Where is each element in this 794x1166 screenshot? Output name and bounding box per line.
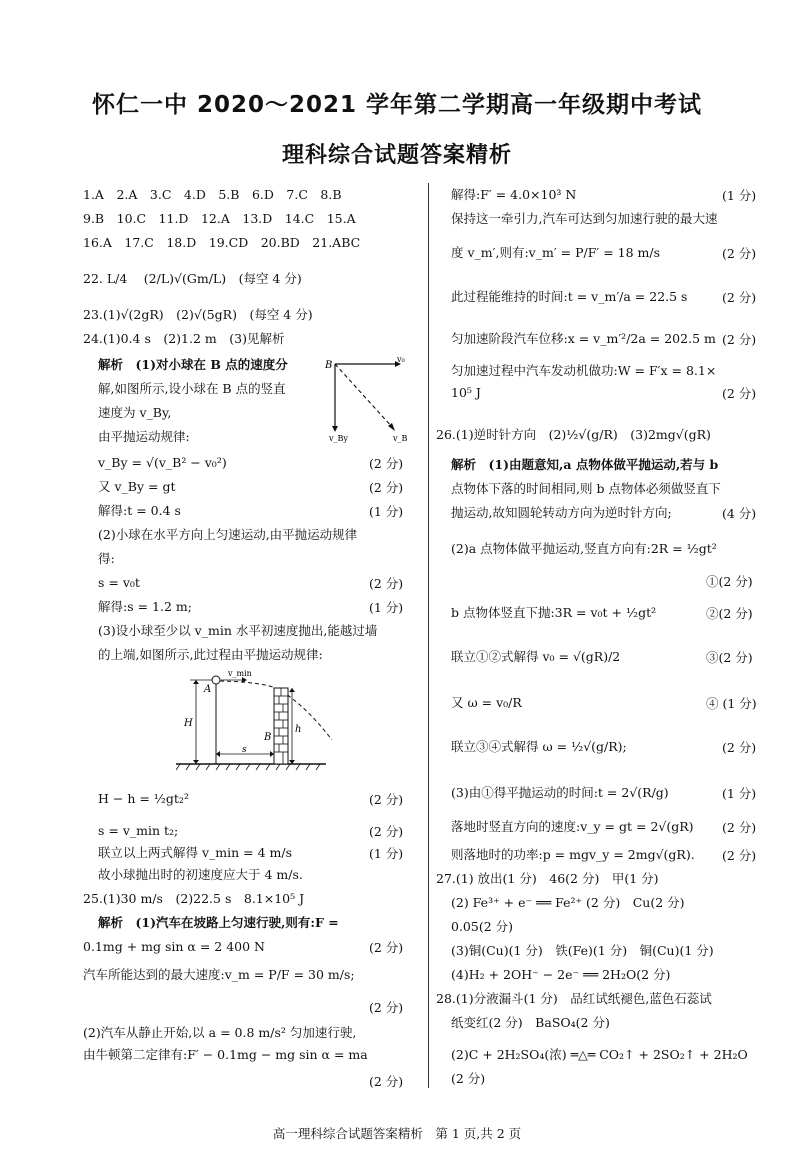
analysis-line: 解析 (1)对小球在 B 点的速度分 — [98, 357, 288, 372]
answer-line: 16.A 17.C 18.D 19.CD 20.BD 21.ABC — [83, 235, 361, 250]
analysis-line: 解析 (1)由题意知,a 点物体做平抛运动,若与 b — [451, 457, 719, 472]
score-label: (2 分) — [369, 824, 404, 839]
score-label: (2 分) — [369, 1074, 404, 1089]
score-label: (2 分) — [369, 940, 404, 955]
fig1-label: v_B — [393, 434, 408, 443]
fig1-label: B — [325, 360, 333, 371]
equation-line: 联立①②式解得 v₀ = √(gR)/2 — [451, 649, 621, 664]
answer-line: 0.05(2 分) — [451, 919, 514, 934]
answer-line: (2 分) — [451, 1071, 486, 1086]
equation-line: 又 ω = v₀/R — [451, 695, 522, 710]
answer-line: 纸变红(2 分) BaSO₄(2 分) — [451, 1015, 610, 1030]
score-label: (2 分) — [369, 1000, 404, 1015]
fig2-label: h — [295, 724, 302, 735]
score-label: (2 分) — [722, 820, 757, 835]
analysis-line: (2)小球在水平方向上匀速运动,由平抛运动规律 — [98, 527, 358, 542]
score-label: (2 分) — [369, 480, 404, 495]
analysis-line: 由平抛运动规律: — [98, 429, 190, 444]
equation-line: b 点物体竖直下抛:3R = v₀t + ½gt² — [451, 605, 657, 620]
analysis-line: 的上端,如图所示,此过程由平抛运动规律: — [98, 647, 323, 662]
answer-line: (2) Fe³⁺ + e⁻ ══ Fe²⁺ (2 分) Cu(2 分) — [451, 895, 685, 910]
equation-line: 则落地时的功率:p = mgv_y = 2mg√(gR). — [451, 847, 695, 862]
score-label: (1 分) — [369, 600, 404, 615]
equation-line: H − h = ½gt₂² — [98, 791, 189, 806]
analysis-line: 抛运动,故知圆轮转动方向为逆时针方向; — [451, 505, 672, 520]
equation-line: 此过程能维持的时间:t = v_m′/a = 22.5 s — [451, 289, 688, 304]
score-label: (1 分) — [369, 846, 404, 861]
equation-line: (2)C + 2H₂SO₄(浓) ═△═ CO₂↑ + 2SO₂↑ + 2H₂O — [451, 1047, 748, 1062]
score-label: (2 分) — [722, 848, 757, 863]
analysis-line: 解析 (1)汽车在坡路上匀速行驶,则有:F = — [98, 915, 339, 930]
answer-line: (4)H₂ + 2OH⁻ − 2e⁻ ══ 2H₂O(2 分) — [451, 967, 671, 982]
answer-line: 1.A 2.A 3.C 4.D 5.B 6.D 7.C 8.B — [83, 187, 342, 202]
velocity-decomposition-figure — [325, 356, 415, 444]
fig1-label: v₀ — [397, 356, 405, 364]
equation-line: s = v₀t — [98, 575, 140, 590]
answer-line: (3)铜(Cu)(1 分) 铁(Fe)(1 分) 铜(Cu)(1 分) — [451, 943, 714, 958]
equation-line: 落地时竖直方向的速度:v_y = gt = 2√(gR) — [451, 819, 694, 834]
score-label: (2 分) — [722, 332, 757, 347]
score-label: ①(2 分) — [706, 574, 753, 589]
answer-line: 25.(1)30 m/s (2)22.5 s 8.1×10⁵ J — [83, 891, 305, 906]
score-label: ④ (1 分) — [706, 696, 757, 711]
fig1-label: v_By — [329, 434, 348, 443]
fig2-label: H — [184, 718, 193, 729]
fig2-label: B — [264, 732, 272, 743]
score-label: (1 分) — [722, 786, 757, 801]
analysis-line: (2)汽车从静止开始,以 a = 0.8 m/s² 匀加速行驶, — [83, 1025, 357, 1040]
fig2-label: v_min — [228, 669, 252, 678]
equation-line: 解得:t = 0.4 s — [98, 503, 181, 518]
equation-line: v_By = √(v_B² − v₀²) — [98, 455, 227, 470]
score-label: (2 分) — [722, 740, 757, 755]
equation-line: 又 v_By = gt — [98, 479, 176, 494]
equation-line: 由牛顿第二定律有:F′ − 0.1mg − mg sin α = ma — [83, 1047, 368, 1062]
analysis-line: 故小球抛出时的初速度应大于 4 m/s. — [98, 867, 303, 882]
analysis-line: 点物体下落的时间相同,则 b 点物体必须做竖直下 — [451, 481, 721, 496]
analysis-line: 得: — [98, 551, 115, 566]
score-label: (2 分) — [722, 386, 757, 401]
equation-line: 0.1mg + mg sin α = 2 400 N — [83, 939, 265, 954]
equation-line: 10⁵ J — [451, 385, 481, 400]
score-label: (2 分) — [722, 290, 757, 305]
equation-line: 解得:s = 1.2 m; — [98, 599, 192, 614]
score-label: (2 分) — [369, 792, 404, 807]
page-footer: 高一理科综合试题答案精析 第 1 页,共 2 页 — [272, 1126, 522, 1141]
fig2-label: A — [204, 684, 212, 695]
fig2-label: s — [242, 745, 247, 755]
score-label: (2 分) — [369, 456, 404, 471]
score-label: (1 分) — [722, 188, 757, 203]
answer-line: 22. L/4 (2/L)√(Gm/L) (每空 4 分) — [83, 271, 302, 286]
equation-line: 汽车所能达到的最大速度:v_m = P/F = 30 m/s; — [83, 967, 355, 982]
equation-line: 度 v_m′,则有:v_m′ = P/F′ = 18 m/s — [451, 245, 660, 260]
equation-line: 匀加速过程中汽车发动机做功:W = F′x = 8.1× — [451, 363, 717, 378]
score-label: (2 分) — [722, 246, 757, 261]
answer-line: 27.(1) 放出(1 分) 46(2 分) 甲(1 分) — [436, 871, 659, 886]
answer-line: 9.B 10.C 11.D 12.A 13.D 14.C 15.A — [83, 211, 356, 226]
exam-title: 怀仁一中 2020～2021 学年第二学期高一年级期中考试 — [91, 92, 703, 118]
score-label: ②(2 分) — [706, 606, 753, 621]
answer-line: 23.(1)√(2gR) (2)√(5gR) (每空 4 分) — [83, 307, 313, 322]
equation-line: 联立③④式解得 ω = ½√(g/R); — [451, 739, 627, 754]
score-label: (2 分) — [369, 576, 404, 591]
equation-line: (3)由①得平抛运动的时间:t = 2√(R/g) — [451, 785, 669, 800]
answer-key-subtitle: 理科综合试题答案精析 — [281, 143, 512, 168]
analysis-line: (3)设小球至少以 v_min 水平初速度抛出,能越过墙 — [98, 623, 378, 638]
analysis-line: 速度为 v_By, — [98, 405, 172, 420]
equation-line: 解得:F′ = 4.0×10³ N — [451, 187, 577, 202]
answer-line: 28.(1)分液漏斗(1 分) 品红试纸褪色,蓝色石蕊试 — [436, 991, 712, 1006]
answer-line: 24.(1)0.4 s (2)1.2 m (3)见解析 — [83, 331, 285, 346]
score-label: (1 分) — [369, 504, 404, 519]
analysis-line: 解,如图所示,设小球在 B 点的竖直 — [98, 381, 286, 396]
equation-line: 联立以上两式解得 v_min = 4 m/s — [98, 845, 293, 860]
equation-line: (2)a 点物体做平抛运动,竖直方向有:2R = ½gt² — [451, 541, 717, 556]
wall-projectile-figure — [176, 664, 340, 776]
equation-line: 匀加速阶段汽车位移:x = v_m′²/2a = 202.5 m — [451, 331, 716, 346]
score-label: ③(2 分) — [706, 650, 753, 665]
column-divider — [428, 183, 429, 1088]
answer-line: 26.(1)逆时针方向 (2)½√(g/R) (3)2mg√(gR) — [436, 427, 711, 442]
analysis-line: 保持这一牵引力,汽车可达到匀加速行驶的最大速 — [451, 211, 718, 226]
score-label: (4 分) — [722, 506, 757, 521]
equation-line: s = v_min t₂; — [98, 823, 179, 838]
